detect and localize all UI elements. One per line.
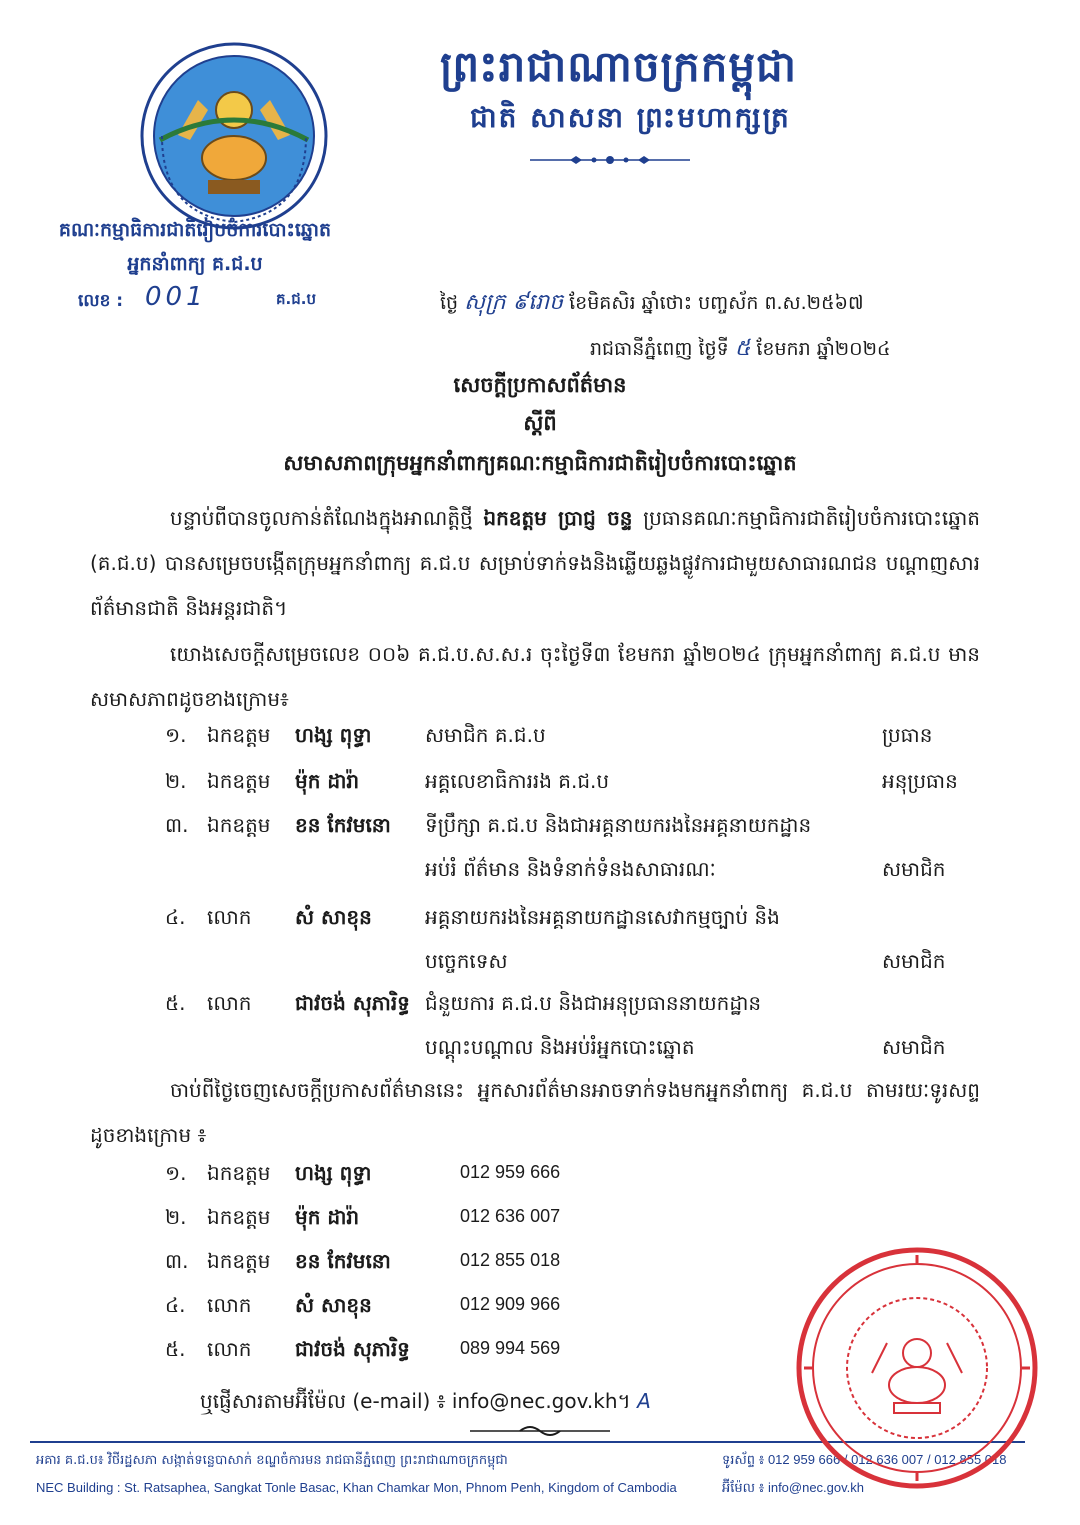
contact-number: ៥. [165,1337,186,1361]
contact-row [165,1336,410,1366]
contact-text: ចាប់ពីថ្ងៃចេញសេចក្តីប្រកាសព័ត៌មាននេះ អ្នកសារព័ត៌មានអាចទាក់ទងមកអ្នកនាំពាក្យ គ.ជ.ប តាមរយៈទូរសព្ទដូចខាងក្រោម ៖ [90,1078,980,1147]
contact-title: ឯកឧត្តម [207,1205,271,1229]
member-position: អគ្គនាយករងនៃអគ្គនាយកដ្ឋានសេវាកម្មច្បាប់ និង [425,905,780,929]
member-name: ខន កែវមនោ [295,813,391,837]
contact-row [165,1248,391,1278]
kingdom-heading: ព្រះរាជាណាចក្រកម្ពុជា [440,42,798,91]
member-title: លោក [207,905,252,929]
contact-phone: 089 994 569 [460,1338,561,1358]
member-position: អគ្គលេខាធិការរង គ.ជ.ប [425,769,610,793]
member-position: ជំនួយការ គ.ជ.ប និងជាអនុប្រធាននាយកដ្ឋាន [425,991,762,1015]
member-name: សំ សាខុន [295,905,372,929]
document-topic: សមាសភាពក្រុមអ្នកនាំពាក្យគណៈកម្មាធិការជាតិរៀបចំការបោះឆ្នោត [283,451,797,475]
solar-date-prefix: រាជធានីភ្នំពេញ ថ្ងៃទី [590,338,729,360]
contact-title: ឯកឧត្តម [207,1249,271,1273]
reference-number: 001 [145,282,207,312]
email-line [200,1388,651,1418]
lunar-date-handwritten: សុក្រ ៩រោច [464,290,564,315]
member-name: ហង្ស ពុទ្ធា [295,723,372,747]
contact-title: លោក [207,1337,252,1361]
member-number: ១. [165,723,187,747]
contact-row [165,1160,371,1190]
member-role: ប្រធាន [882,723,933,747]
member-row [165,812,391,842]
member-position: សមាជិក គ.ជ.ប [425,723,546,747]
member-title: ឯកឧត្តម [207,723,271,747]
contact-number: ១. [165,1161,187,1185]
member-position-continued: បណ្តុះបណ្តាល និងអប់រំអ្នកបោះឆ្នោត [425,1035,695,1059]
lunar-date-prefix: ថ្ងៃ [440,292,459,314]
contact-row [165,1204,359,1234]
solar-date [590,334,890,366]
contact-title: លោក [207,1293,252,1317]
footer-email: អ៊ីម៉ែល ៖ info@nec.gov.kh [722,1480,865,1495]
official-seal-stamp [792,1243,1042,1493]
member-name: ម៉ុក ដារ៉ា [295,769,360,793]
contact-paragraph [90,1068,980,1158]
member-role: សមាជិក [882,857,946,881]
contact-number: ២. [165,1205,187,1229]
footer-phones: ទូរស័ព្ទ ៖ 012 959 666 / 012 636 007 / 012 855 018 [722,1452,1007,1467]
member-number: ២. [165,769,187,793]
national-motto: ជាតិ សាសនា ព្រះមហាក្សត្រ [470,101,791,134]
member-row [165,768,359,798]
header-ornament [530,150,690,170]
document-subtitle: ស្តីពី [523,411,557,435]
reference-suffix: គ.ជ.ប [276,290,316,308]
contact-phone: 012 909 966 [460,1294,561,1314]
nec-emblem-logo [138,40,330,232]
lunar-date [440,288,864,320]
member-role: សមាជិក [882,1035,946,1059]
email-text: ឬផ្ញើសារតាមអ៊ីម៉ែល (e-mail) ៖ info@nec.gov.kh។ [200,1389,631,1413]
intro-chairman-name: ឯកឧត្តម ប្រាជ្ញ ចន្ទ [483,506,633,530]
member-name: ជាវចង់ សុភារិទ្ធ [295,991,410,1015]
contact-name: សំ សាខុន [295,1293,372,1317]
member-row [165,904,372,934]
member-title: ឯកឧត្តម [207,769,271,793]
reference-label: លេខ : [78,291,124,311]
contact-number: ៤. [165,1293,186,1317]
end-ornament [470,1422,610,1440]
member-title: លោក [207,991,252,1015]
footer-address-kh: អគារ គ.ជ.ប៖ វិថីរដ្ឋសភា សង្កាត់ទន្លេបាសាក់ ខណ្ឌចំការមន រាជធានីភ្នំពេញ ព្រះរាជាណាចក្រកម្ពុជា [36,1453,508,1468]
contact-title: ឯកឧត្តម [207,1161,271,1185]
intro-paragraph [90,496,980,631]
document-title: សេចក្តីប្រកាសព័ត៌មាន [453,373,627,397]
contact-row [165,1292,372,1322]
contact-phone: 012 959 666 [460,1162,561,1182]
member-number: ៤. [165,905,186,929]
contact-name: ជាវចង់ សុភារិទ្ធ [295,1337,410,1361]
solar-date-rest: ខែមករា ឆ្នាំ២០២៤ [756,338,891,360]
contact-name: ហង្ស ពុទ្ធា [295,1161,372,1185]
contact-phone: 012 636 007 [460,1206,561,1226]
lunar-date-rest: ខែមិគសិរ ឆ្នាំថោះ បញ្ចស័ក ព.ស.២៥៦៧ [569,292,864,314]
solar-date-handwritten: ៥ [734,336,751,361]
spokesperson-unit: អ្នកនាំពាក្យ គ.ជ.ប [127,253,263,275]
decision-paragraph [90,632,980,722]
intro-text-a: បន្ទាប់ពីបានចូលកាន់តំណែងក្នុងអាណត្តិថ្មី [170,506,473,530]
member-row [165,722,371,752]
initial-signature: A [637,1389,651,1413]
member-row [165,990,410,1020]
member-position-continued: បច្ចេកទេស [425,949,508,973]
intro-text-b: ប្រធានគណៈកម្មាធិការជាតិរៀបចំការបោះឆ្នោត (គ.ជ.ប) បានសម្រេចបង្កើតក្រុមអ្នកនាំពាក្យ គ.ជ.ប សម្រាប់ទាក់ទងនិងឆ្លើយឆ្លងផ្លូវការជាមួយសាធារណជន បណ្តាញសារព័ត៌មានជាតិ និងអន្តរជាតិ។ [90,506,980,620]
member-title: ឯកឧត្តម [207,813,271,837]
member-position: ទីប្រឹក្សា គ.ជ.ប និងជាអគ្គនាយករងនៃអគ្គនាយកដ្ឋាន [425,813,812,837]
contact-name: ខន កែវមនោ [295,1249,391,1273]
member-role: សមាជិក [882,949,946,973]
member-role: អនុប្រធាន [882,769,958,793]
member-position-continued: អប់រំ ព័ត៌មាន និងទំនាក់ទំនងសាធារណៈ [425,857,716,881]
contact-phone: 012 855 018 [460,1250,561,1270]
member-number: ៥. [165,991,186,1015]
organization-name: គណៈកម្មាធិការជាតិរៀបចំការបោះឆ្នោត [58,219,332,241]
footer-address-en: NEC Building : St. Ratsaphea, Sangkat Tonle Basac, Khan Chamkar Mon, Phnom Penh, Kingdom of Cambodia [36,1480,677,1495]
decision-text: យោងសេចក្តីសម្រេចលេខ ០០៦ គ.ជ.ប.ស.ស.រ ចុះថ្ងៃទី៣ ខែមករា ឆ្នាំ២០២៤ ក្រុមអ្នកនាំពាក្យ គ.ជ.ប មានសមាសភាពដូចខាងក្រោម៖ [90,642,980,711]
contact-name: ម៉ុក ដារ៉ា [295,1205,360,1229]
contact-number: ៣. [165,1249,189,1273]
member-number: ៣. [165,813,189,837]
